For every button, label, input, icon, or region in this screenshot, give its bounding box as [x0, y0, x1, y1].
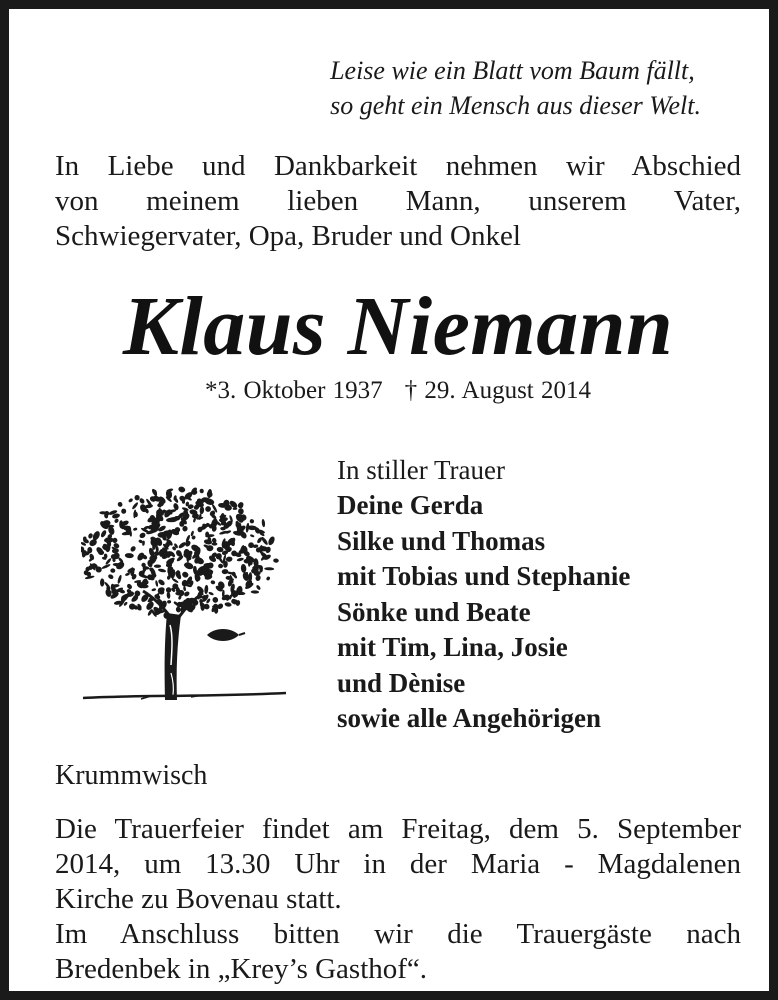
poem-quote	[330, 53, 701, 123]
service-line-1: Die Trauerfeier findet am Freitag, dem 5. September	[55, 813, 741, 845]
mourner-name: und Dènise	[337, 667, 466, 698]
intro-text	[55, 149, 741, 254]
birth-date: *3. Oktober 1937	[204, 377, 383, 404]
mourner-name: mit Tim, Lina, Josie	[337, 632, 568, 662]
mourner-name: Deine Gerda	[337, 490, 484, 520]
service-line-3: Kirche zu Bovenau statt.	[55, 883, 342, 915]
intro-line-3: Schwiegervater, Opa, Bruder und Onkel	[55, 220, 521, 252]
mourner-name: sowie alle Angehörigen	[337, 703, 601, 733]
intro-line-2: von meinem lieben Mann, unserem Vater,	[55, 185, 741, 217]
mourner-name: Silke und Thomas	[337, 525, 546, 556]
life-dates	[9, 375, 778, 407]
poem-line-1: Leise wie ein Blatt vom Baum fällt,	[330, 56, 695, 85]
mourning-heading: In stiller Trauer	[337, 455, 505, 485]
mourner-name: mit Tobias und Stephanie	[337, 561, 631, 591]
service-line-2: 2014, um 13.30 Uhr in der Maria - Magdalenen	[55, 848, 741, 880]
service-line-5: Bredenbek in „Krey’s Gasthof“.	[55, 953, 428, 985]
deceased-name: Klaus Niemann	[122, 280, 674, 373]
service-info	[55, 812, 741, 987]
intro-line-1: In Liebe und Dankbarkeit nehmen wir Abschied	[55, 150, 741, 182]
place-name: Krummwisch	[55, 760, 208, 791]
death-date: † 29. August 2014	[404, 377, 592, 404]
mourner-name: Sönke und Beate	[337, 596, 531, 627]
service-line-4: Im Anschluss bitten wir die Trauergäste nach	[55, 918, 741, 950]
mourners-block	[337, 452, 630, 737]
poem-line-2: so geht ein Mensch aus dieser Welt.	[330, 91, 701, 120]
tree-illustration	[81, 485, 291, 707]
